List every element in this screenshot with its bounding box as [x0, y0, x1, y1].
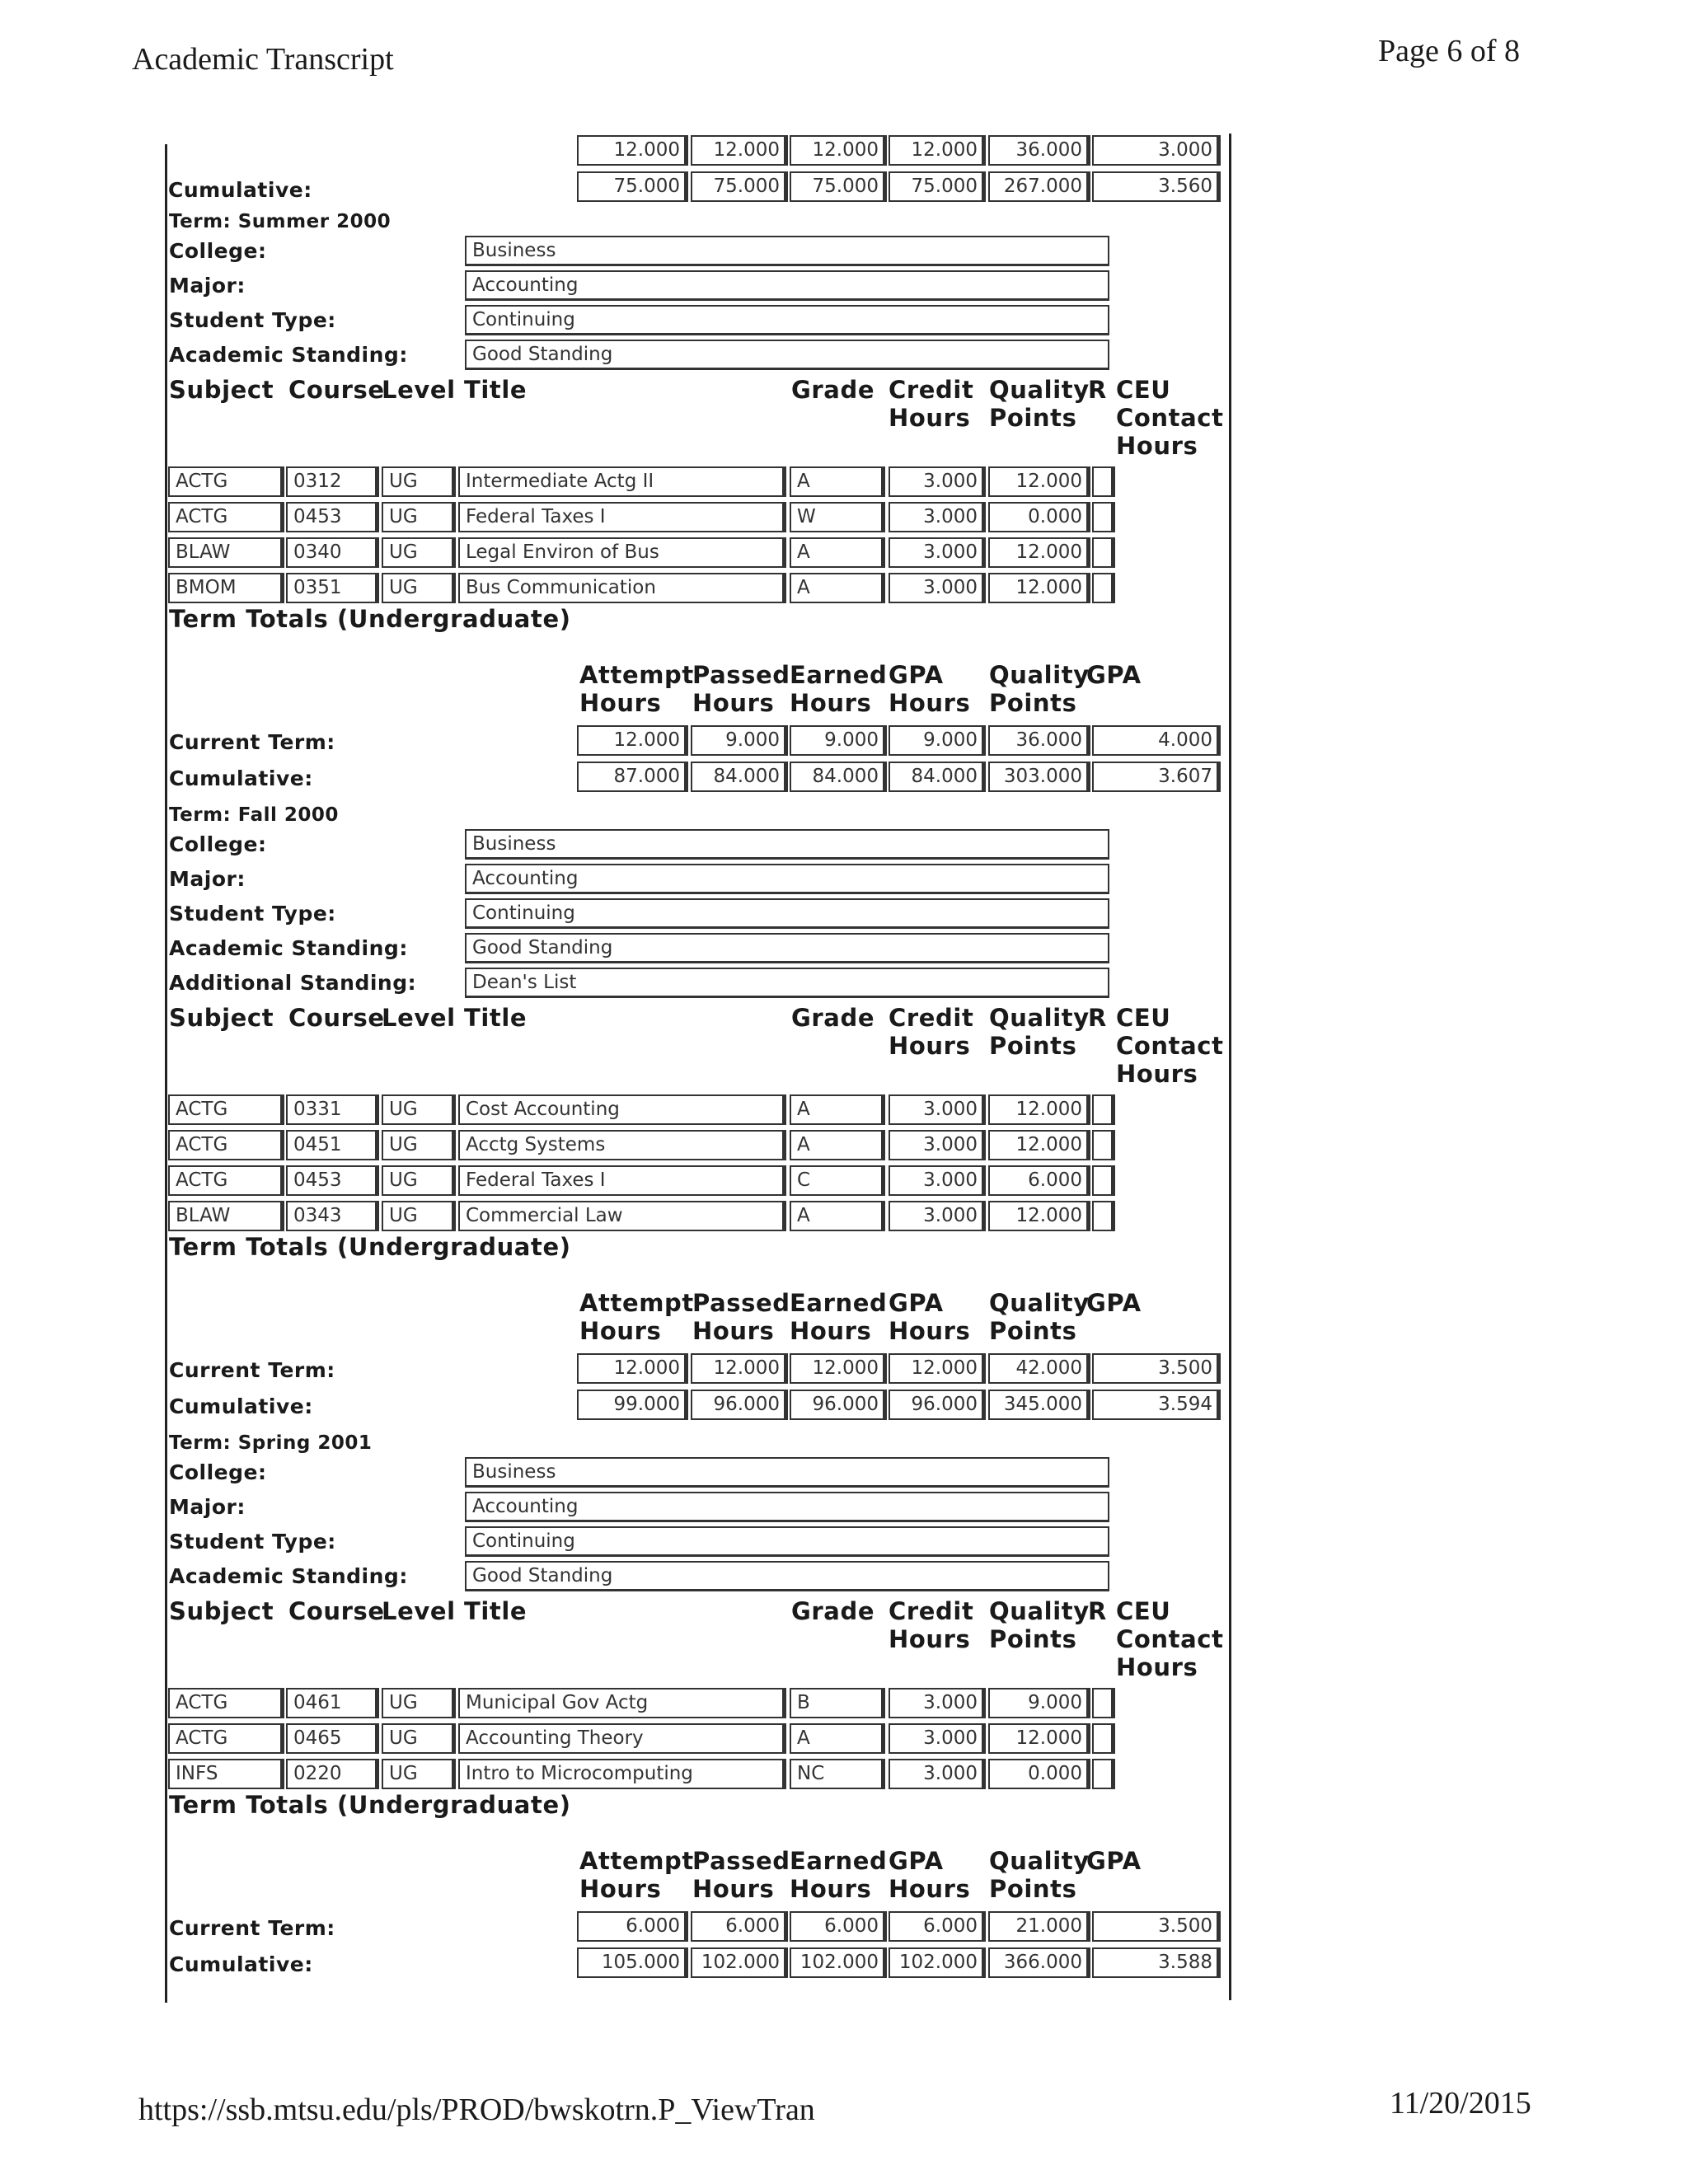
- quality-points-header: Quality Points: [989, 1004, 1090, 1060]
- course-header: Course: [288, 1597, 385, 1625]
- course-course-cell: 0312: [286, 466, 379, 497]
- course-level-cell: UG: [382, 1723, 456, 1754]
- ceu-contact-hours-header: CEU Contact Hours: [1116, 1597, 1224, 1681]
- cumulative-total-cell: 3.594: [1092, 1390, 1221, 1420]
- cumulative-total-cell: 366.000: [988, 1947, 1090, 1978]
- previous-cumulative-total-cell: 3.560: [1092, 171, 1221, 202]
- course-quality-points-cell: 12.000: [988, 573, 1090, 603]
- course-credit-hours-cell: 3.000: [889, 573, 986, 603]
- academic-standing-label: Academic Standing:: [169, 936, 408, 960]
- cumulative-total-cell: 84.000: [889, 762, 986, 792]
- course-quality-points-cell: 0.000: [988, 502, 1090, 532]
- course-subject-cell: BLAW: [168, 537, 284, 568]
- course-title-cell: Municipal Gov Actg: [458, 1688, 786, 1718]
- footer-url: https://ssb.mtsu.edu/pls/PROD/bwskotrn.P_ViewTran: [138, 2093, 815, 2127]
- passed-hours-header: Passed Hours: [692, 1289, 790, 1345]
- r-header: R: [1088, 376, 1107, 404]
- r-header: R: [1088, 1597, 1107, 1625]
- course-subject-cell: BMOM: [168, 573, 284, 603]
- course-subject-cell: ACTG: [168, 466, 284, 497]
- course-r-cell: [1092, 1094, 1115, 1125]
- course-credit-hours-cell: 3.000: [889, 1130, 986, 1160]
- course-credit-hours-cell: 3.000: [889, 537, 986, 568]
- course-level-cell: UG: [382, 1759, 456, 1789]
- course-credit-hours-cell: 3.000: [889, 502, 986, 532]
- course-level-cell: UG: [382, 573, 456, 603]
- course-grade-cell: A: [790, 1130, 885, 1160]
- cumulative-total-cell: 303.000: [988, 762, 1090, 792]
- course-title-cell: Federal Taxes I: [458, 502, 786, 532]
- current-term-label: Current Term:: [169, 730, 335, 754]
- academic-standing-field: Good Standing: [465, 933, 1109, 963]
- previous-cumulative-total-cell: 75.000: [889, 171, 986, 202]
- course-level-cell: UG: [382, 502, 456, 532]
- course-title-cell: Cost Accounting: [458, 1094, 786, 1125]
- course-subject-cell: ACTG: [168, 1723, 284, 1754]
- course-credit-hours-cell: 3.000: [889, 466, 986, 497]
- term-name: Term: Spring 2001: [169, 1432, 373, 1454]
- course-grade-cell: NC: [790, 1759, 885, 1789]
- attempt-hours-header: Attempt Hours: [579, 1847, 694, 1903]
- current-term-total-cell: 4.000: [1092, 725, 1221, 756]
- course-quality-points-cell: 9.000: [988, 1688, 1090, 1718]
- ceu-contact-hours-header: CEU Contact Hours: [1116, 376, 1224, 460]
- course-title-cell: Bus Communication: [458, 573, 786, 603]
- subject-header: Subject: [169, 1004, 274, 1032]
- footer-date: 11/20/2015: [1390, 2086, 1531, 2121]
- college-label: College:: [169, 1460, 267, 1484]
- academic-standing-label: Academic Standing:: [169, 1564, 408, 1588]
- course-grade-cell: A: [790, 573, 885, 603]
- previous-cumulative-total-cell: 75.000: [790, 171, 887, 202]
- course-header: Course: [288, 1004, 385, 1032]
- quality-points-total-header: Quality Points: [989, 1847, 1090, 1903]
- course-quality-points-cell: 6.000: [988, 1165, 1090, 1196]
- cumulative-total-cell: 102.000: [691, 1947, 788, 1978]
- course-quality-points-cell: 0.000: [988, 1759, 1090, 1789]
- quality-points-total-header: Quality Points: [989, 661, 1090, 717]
- cumulative-label: Cumulative:: [168, 178, 312, 202]
- course-subject-cell: ACTG: [168, 1130, 284, 1160]
- course-title-cell: Commercial Law: [458, 1201, 786, 1231]
- current-term-total-cell: 6.000: [691, 1911, 788, 1942]
- course-course-cell: 0340: [286, 537, 379, 568]
- level-header: Level: [382, 1597, 456, 1625]
- course-grade-cell: B: [790, 1688, 885, 1718]
- current-term-total-cell: 12.000: [790, 1353, 887, 1384]
- current-term-total-cell: 3.500: [1092, 1911, 1221, 1942]
- current-term-label: Current Term:: [169, 1358, 335, 1382]
- course-course-cell: 0351: [286, 573, 379, 603]
- credit-hours-header: Credit Hours: [889, 376, 974, 432]
- current-term-total-cell: 21.000: [988, 1911, 1090, 1942]
- course-credit-hours-cell: 3.000: [889, 1165, 986, 1196]
- previous-term-total-cell: 12.000: [691, 135, 788, 166]
- attempt-hours-header: Attempt Hours: [579, 1289, 694, 1345]
- earned-hours-header: Earned Hours: [790, 661, 888, 717]
- credit-hours-header: Credit Hours: [889, 1597, 974, 1653]
- quality-points-header: Quality Points: [989, 376, 1090, 432]
- course-grade-cell: A: [790, 466, 885, 497]
- course-title-cell: Acctg Systems: [458, 1130, 786, 1160]
- major-label: Major:: [169, 867, 246, 891]
- course-r-cell: [1092, 466, 1115, 497]
- quality-points-total-header: Quality Points: [989, 1289, 1090, 1345]
- previous-term-total-cell: 12.000: [889, 135, 986, 166]
- college-field: Business: [465, 236, 1109, 266]
- course-quality-points-cell: 12.000: [988, 1201, 1090, 1231]
- page-header-title: Academic Transcript: [132, 42, 394, 77]
- current-term-total-cell: 12.000: [691, 1353, 788, 1384]
- student-type-field: Continuing: [465, 1526, 1109, 1557]
- credit-hours-header: Credit Hours: [889, 1004, 974, 1060]
- course-r-cell: [1092, 1165, 1115, 1196]
- course-r-cell: [1092, 573, 1115, 603]
- course-title-cell: Intro to Microcomputing: [458, 1759, 786, 1789]
- grade-header: Grade: [791, 1597, 875, 1625]
- grade-header: Grade: [791, 376, 875, 404]
- cumulative-total-cell: 102.000: [889, 1947, 986, 1978]
- term-totals-heading: Term Totals (Undergraduate): [169, 1233, 571, 1261]
- right-border-line: [1229, 134, 1231, 2000]
- term-totals-heading: Term Totals (Undergraduate): [169, 1791, 571, 1819]
- course-level-cell: UG: [382, 1165, 456, 1196]
- course-title-cell: Accounting Theory: [458, 1723, 786, 1754]
- current-term-total-cell: 6.000: [889, 1911, 986, 1942]
- cumulative-label: Cumulative:: [169, 1394, 313, 1418]
- course-level-cell: UG: [382, 466, 456, 497]
- current-term-total-cell: 12.000: [889, 1353, 986, 1384]
- course-r-cell: [1092, 502, 1115, 532]
- current-term-total-cell: 3.500: [1092, 1353, 1221, 1384]
- course-quality-points-cell: 12.000: [988, 1094, 1090, 1125]
- term-totals-heading: Term Totals (Undergraduate): [169, 605, 571, 633]
- level-header: Level: [382, 376, 456, 404]
- cumulative-total-cell: 102.000: [790, 1947, 887, 1978]
- course-course-cell: 0451: [286, 1130, 379, 1160]
- course-credit-hours-cell: 3.000: [889, 1759, 986, 1789]
- course-course-cell: 0461: [286, 1688, 379, 1718]
- ceu-contact-hours-header: CEU Contact Hours: [1116, 1004, 1224, 1088]
- college-field: Business: [465, 1457, 1109, 1488]
- quality-points-header: Quality Points: [989, 1597, 1090, 1653]
- cumulative-total-cell: 84.000: [691, 762, 788, 792]
- course-level-cell: UG: [382, 1688, 456, 1718]
- course-subject-cell: BLAW: [168, 1201, 284, 1231]
- course-course-cell: 0343: [286, 1201, 379, 1231]
- grade-header: Grade: [791, 1004, 875, 1032]
- course-title-cell: Intermediate Actg II: [458, 466, 786, 497]
- student-type-label: Student Type:: [169, 308, 336, 332]
- cumulative-label: Cumulative:: [169, 766, 313, 790]
- cumulative-total-cell: 3.588: [1092, 1947, 1221, 1978]
- cumulative-total-cell: 96.000: [790, 1390, 887, 1420]
- additional-standing-field: Dean's List: [465, 968, 1109, 998]
- college-label: College:: [169, 832, 267, 856]
- course-r-cell: [1092, 1759, 1115, 1789]
- college-label: College:: [169, 239, 267, 263]
- cumulative-total-cell: 96.000: [889, 1390, 986, 1420]
- major-label: Major:: [169, 1495, 246, 1519]
- course-credit-hours-cell: 3.000: [889, 1723, 986, 1754]
- major-field: Accounting: [465, 864, 1109, 894]
- student-type-label: Student Type:: [169, 902, 336, 926]
- course-title-cell: Legal Environ of Bus: [458, 537, 786, 568]
- course-course-cell: 0453: [286, 502, 379, 532]
- r-header: R: [1088, 1004, 1107, 1032]
- title-header: Title: [464, 1597, 528, 1625]
- previous-term-total-cell: 12.000: [790, 135, 887, 166]
- previous-cumulative-total-cell: 267.000: [988, 171, 1090, 202]
- student-type-label: Student Type:: [169, 1530, 336, 1554]
- title-header: Title: [464, 1004, 528, 1032]
- current-term-total-cell: 12.000: [577, 1353, 688, 1384]
- previous-term-total-cell: 36.000: [988, 135, 1090, 166]
- course-course-cell: 0465: [286, 1723, 379, 1754]
- course-course-cell: 0453: [286, 1165, 379, 1196]
- major-field: Accounting: [465, 1492, 1109, 1522]
- current-term-label: Current Term:: [169, 1916, 335, 1940]
- course-grade-cell: A: [790, 1094, 885, 1125]
- academic-standing-field: Good Standing: [465, 1561, 1109, 1591]
- current-term-total-cell: 12.000: [577, 725, 688, 756]
- passed-hours-header: Passed Hours: [692, 1847, 790, 1903]
- course-header: Course: [288, 376, 385, 404]
- course-grade-cell: A: [790, 1201, 885, 1231]
- academic-standing-field: Good Standing: [465, 340, 1109, 370]
- current-term-total-cell: 9.000: [790, 725, 887, 756]
- previous-term-total-cell: 12.000: [577, 135, 688, 166]
- gpa-hours-header: GPA Hours: [889, 1289, 971, 1345]
- course-title-cell: Federal Taxes I: [458, 1165, 786, 1196]
- course-r-cell: [1092, 537, 1115, 568]
- current-term-total-cell: 9.000: [691, 725, 788, 756]
- course-grade-cell: A: [790, 1723, 885, 1754]
- course-level-cell: UG: [382, 537, 456, 568]
- previous-term-total-cell: 3.000: [1092, 135, 1221, 166]
- gpa-hours-header: GPA Hours: [889, 661, 971, 717]
- previous-cumulative-total-cell: 75.000: [691, 171, 788, 202]
- course-level-cell: UG: [382, 1201, 456, 1231]
- term-name: Term: Summer 2000: [169, 211, 392, 232]
- course-quality-points-cell: 12.000: [988, 1723, 1090, 1754]
- course-r-cell: [1092, 1723, 1115, 1754]
- current-term-total-cell: 9.000: [889, 725, 986, 756]
- subject-header: Subject: [169, 376, 274, 404]
- current-term-total-cell: 6.000: [790, 1911, 887, 1942]
- earned-hours-header: Earned Hours: [790, 1289, 888, 1345]
- page-number: Page 6 of 8: [1378, 34, 1521, 68]
- cumulative-total-cell: 345.000: [988, 1390, 1090, 1420]
- course-credit-hours-cell: 3.000: [889, 1201, 986, 1231]
- left-border-line: [165, 144, 167, 2003]
- gpa-header: GPA: [1086, 1289, 1142, 1317]
- course-subject-cell: INFS: [168, 1759, 284, 1789]
- course-quality-points-cell: 12.000: [988, 1130, 1090, 1160]
- term-name: Term: Fall 2000: [169, 804, 339, 826]
- current-term-total-cell: 42.000: [988, 1353, 1090, 1384]
- cumulative-total-cell: 84.000: [790, 762, 887, 792]
- cumulative-total-cell: 96.000: [691, 1390, 788, 1420]
- course-grade-cell: C: [790, 1165, 885, 1196]
- course-course-cell: 0331: [286, 1094, 379, 1125]
- college-field: Business: [465, 829, 1109, 860]
- cumulative-total-cell: 87.000: [577, 762, 688, 792]
- course-quality-points-cell: 12.000: [988, 466, 1090, 497]
- student-type-field: Continuing: [465, 305, 1109, 335]
- current-term-total-cell: 6.000: [577, 1911, 688, 1942]
- course-subject-cell: ACTG: [168, 502, 284, 532]
- cumulative-total-cell: 105.000: [577, 1947, 688, 1978]
- course-r-cell: [1092, 1688, 1115, 1718]
- student-type-field: Continuing: [465, 898, 1109, 929]
- course-credit-hours-cell: 3.000: [889, 1688, 986, 1718]
- cumulative-total-cell: 99.000: [577, 1390, 688, 1420]
- course-subject-cell: ACTG: [168, 1165, 284, 1196]
- additional-standing-label: Additional Standing:: [169, 971, 417, 995]
- gpa-hours-header: GPA Hours: [889, 1847, 971, 1903]
- earned-hours-header: Earned Hours: [790, 1847, 888, 1903]
- passed-hours-header: Passed Hours: [692, 661, 790, 717]
- gpa-header: GPA: [1086, 661, 1142, 689]
- course-level-cell: UG: [382, 1094, 456, 1125]
- subject-header: Subject: [169, 1597, 274, 1625]
- course-grade-cell: A: [790, 537, 885, 568]
- course-r-cell: [1092, 1130, 1115, 1160]
- course-level-cell: UG: [382, 1130, 456, 1160]
- course-subject-cell: ACTG: [168, 1094, 284, 1125]
- course-grade-cell: W: [790, 502, 885, 532]
- level-header: Level: [382, 1004, 456, 1032]
- academic-standing-label: Academic Standing:: [169, 343, 408, 367]
- course-quality-points-cell: 12.000: [988, 537, 1090, 568]
- course-r-cell: [1092, 1201, 1115, 1231]
- cumulative-total-cell: 3.607: [1092, 762, 1221, 792]
- cumulative-label: Cumulative:: [169, 1952, 313, 1976]
- previous-cumulative-total-cell: 75.000: [577, 171, 688, 202]
- attempt-hours-header: Attempt Hours: [579, 661, 694, 717]
- course-course-cell: 0220: [286, 1759, 379, 1789]
- major-label: Major:: [169, 274, 246, 298]
- course-subject-cell: ACTG: [168, 1688, 284, 1718]
- gpa-header: GPA: [1086, 1847, 1142, 1875]
- title-header: Title: [464, 376, 528, 404]
- major-field: Accounting: [465, 270, 1109, 301]
- course-credit-hours-cell: 3.000: [889, 1094, 986, 1125]
- current-term-total-cell: 36.000: [988, 725, 1090, 756]
